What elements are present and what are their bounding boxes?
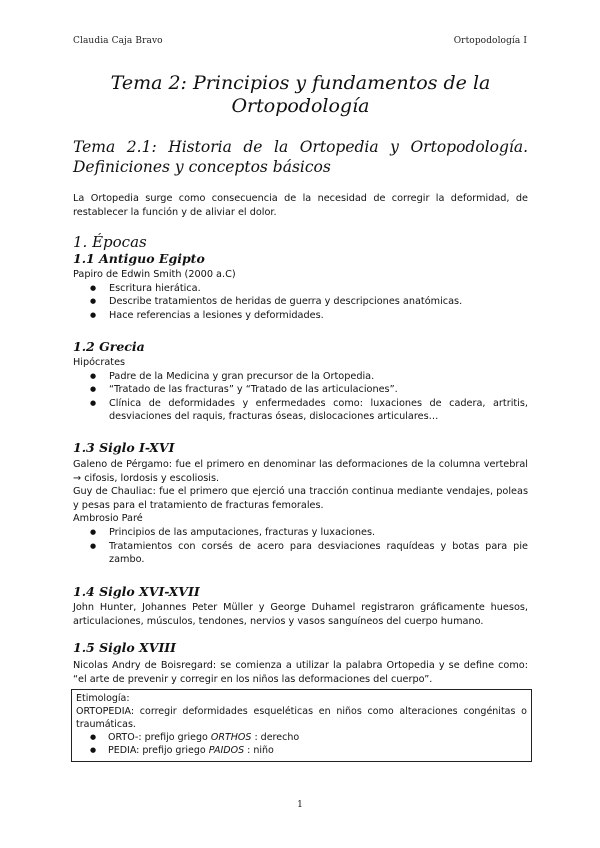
list-item: ● Describe tratamientos de heridas de guerra y descripciones anatómicas. [73,295,528,309]
orto-suffix: : derecho [251,732,300,743]
list-item: ● Tratamientos con corsés de acero para desviaciones raquídeas y botas para pie zambo. [73,540,528,567]
pare-list [73,526,528,567]
page-title: Tema 2: Principios y fundamentos de la Ortopodología [110,72,491,117]
orto-prefix: ORTO-: prefijo griego [108,732,211,743]
list-item [76,744,527,757]
header-course: Ortopodología I [453,36,527,46]
etimologia-list [76,731,527,757]
grecia-list [73,370,528,424]
section-subtitle: Tema 2.1: Historia de la Ortopedia y Ortopodología. Definiciones y conceptos básicos [73,138,528,176]
heading-siglo-18: 1.5 Siglo XVIII [73,640,176,655]
list-item: ● Principios de las amputaciones, fracturas y luxaciones. [73,526,528,540]
heading-antiguo-egipto: 1.1 Antiguo Egipto [73,251,205,266]
egipto-block [73,268,528,322]
header-author: Claudia Caja Bravo [73,36,163,46]
egipto-list [73,282,528,323]
list-item: ● Hace referencias a lesiones y deformidades. [73,309,528,323]
heading-siglo-16-17: 1.4 Siglo XVI-XVII [73,584,200,599]
list-item: ● “Tratado de las fracturas” y “Tratado de las articulaciones”. [73,383,528,397]
orto-word: ORTHOS [210,732,252,743]
list-item [76,731,527,744]
etimologia-title: Etimología: [76,693,130,704]
intro-paragraph: La Ortopedia surge como consecuencia de la necesidad de corregir la deformidad, de restablecer la función y de aliviar el dolor. [73,193,528,218]
page-number: 1 [297,800,303,810]
siglo-18-paragraph: Nicolas Andry de Boisregard: se comienza a utilizar la palabra Ortopedia y se define como: “el arte de prevenir y corregir en los niños las deformaciones del cuerpo”. [73,660,528,685]
definition-term: ORTOPEDIA: [76,706,135,717]
guy-paragraph: Guy de Chauliac: fue el primero que ejerció una tracción continua mediante vendajes, poleas y pesas para el tratamiento de fracturas femorales. [73,486,528,511]
heading-epocas: 1. Épocas [73,233,147,251]
list-item: ● Padre de la Medicina y gran precursor de la Ortopedia. [73,370,528,384]
grecia-block [73,356,528,424]
galeno-paragraph: Galeno de Pérgamo: fue el primero en denominar las deformaciones de la columna vertebral → cifosis, lordosis y escoliosis. [73,459,528,484]
etimologia-box [71,689,532,762]
definition-text: corregir deformidades esqueléticas en niños como alteraciones congénitas o traumáticas. [76,706,527,730]
pare-lead: Ambrosio Paré [73,513,143,525]
etimologia-definition [76,705,527,731]
list-item: ● Clínica de deformidades y enfermedades como: luxaciones de cadera, artritis, desviaciones del raquis, fracturas óseas, dislocaciones articulares… [73,397,528,424]
siglo-1-16-block [73,458,528,567]
pedia-word: PAIDOS [208,745,245,756]
grecia-lead: Hipócrates [73,357,126,368]
heading-siglo-1-16: 1.3 Siglo I-XVI [73,440,175,455]
pedia-prefix: PEDIA: prefijo griego [108,745,209,756]
egipto-lead: Papiro de Edwin Smith (2000 a.C) [73,269,236,280]
pedia-suffix: : niño [244,745,274,756]
siglo-16-17-paragraph: John Hunter, Johannes Peter Müller y George Duhamel registraron gráficamente huesos, articulaciones, músculos, tendones, nervios y vasos sanguíneos del cuerpo humano. [73,602,528,627]
heading-grecia: 1.2 Grecia [73,339,145,354]
list-item: ● Escritura hierática. [73,282,528,296]
